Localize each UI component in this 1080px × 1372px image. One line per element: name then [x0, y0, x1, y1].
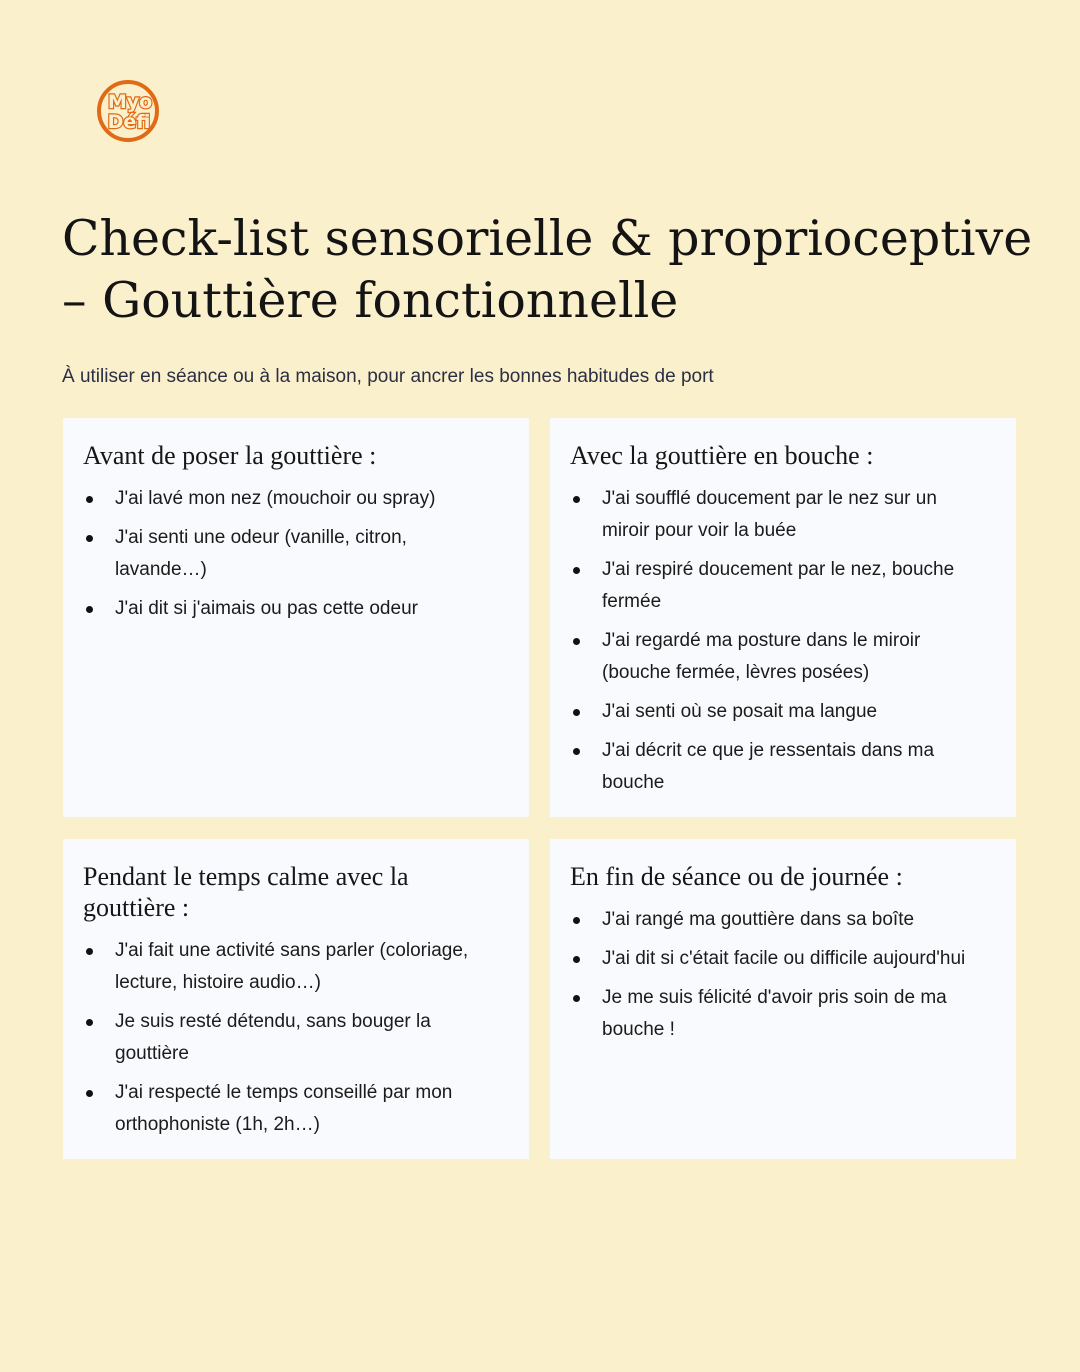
- checklist: [570, 483, 986, 799]
- checklist-item: J'ai rangé ma gouttière dans sa boîte: [570, 904, 986, 936]
- checklist-item: J'ai fait une activité sans parler (coloriage, lecture, histoire audio…): [83, 935, 499, 999]
- checklist: [83, 483, 499, 625]
- card-quiet-time: [63, 839, 529, 1159]
- checklist: [570, 904, 986, 1046]
- card-end-of-session: [550, 839, 1016, 1159]
- checklist-item: Je me suis félicité d'avoir pris soin de ma bouche !: [570, 982, 986, 1046]
- page-title: Check-list sensorielle & proprioceptive – Gouttière fonctionnelle: [62, 210, 1033, 329]
- checklist-item: J'ai senti où se posait ma langue: [570, 696, 986, 728]
- card-heading: Avec la gouttière en bouche :: [570, 441, 874, 470]
- checklist-item: J'ai respecté le temps conseillé par mon orthophoniste (1h, 2h…): [83, 1077, 499, 1141]
- checklist-item: Je suis resté détendu, sans bouger la gouttière: [83, 1006, 499, 1070]
- card-heading: Pendant le temps calme avec la gouttière :: [83, 862, 409, 922]
- checklist-item: J'ai dit si j'aimais ou pas cette odeur: [83, 593, 499, 625]
- checklist-item: J'ai dit si c'était facile ou difficile aujourd'hui: [570, 943, 986, 975]
- checklist-item: J'ai respiré doucement par le nez, bouche fermée: [570, 554, 986, 618]
- logo-text-line2: Défi: [107, 111, 151, 133]
- checklist-item: J'ai lavé mon nez (mouchoir ou spray): [83, 483, 499, 515]
- logo-text-line1: Myo: [107, 91, 153, 113]
- card-with-splint: [550, 418, 1016, 817]
- checklist-item: J'ai senti une odeur (vanille, citron, lavande…): [83, 522, 499, 586]
- myodefi-logo: [94, 78, 164, 144]
- checklist-item: J'ai décrit ce que je ressentais dans ma bouche: [570, 735, 986, 799]
- card-heading: En fin de séance ou de journée :: [570, 862, 903, 891]
- card-before-wearing: [63, 418, 529, 817]
- checklist-item: J'ai regardé ma posture dans le miroir (bouche fermée, lèvres posées): [570, 625, 986, 689]
- card-heading: Avant de poser la gouttière :: [83, 441, 377, 470]
- checklist-item: J'ai soufflé doucement par le nez sur un miroir pour voir la buée: [570, 483, 986, 547]
- page-subtitle: À utiliser en séance ou à la maison, pour ancrer les bonnes habitudes de port: [62, 366, 714, 387]
- checklist: [83, 935, 499, 1141]
